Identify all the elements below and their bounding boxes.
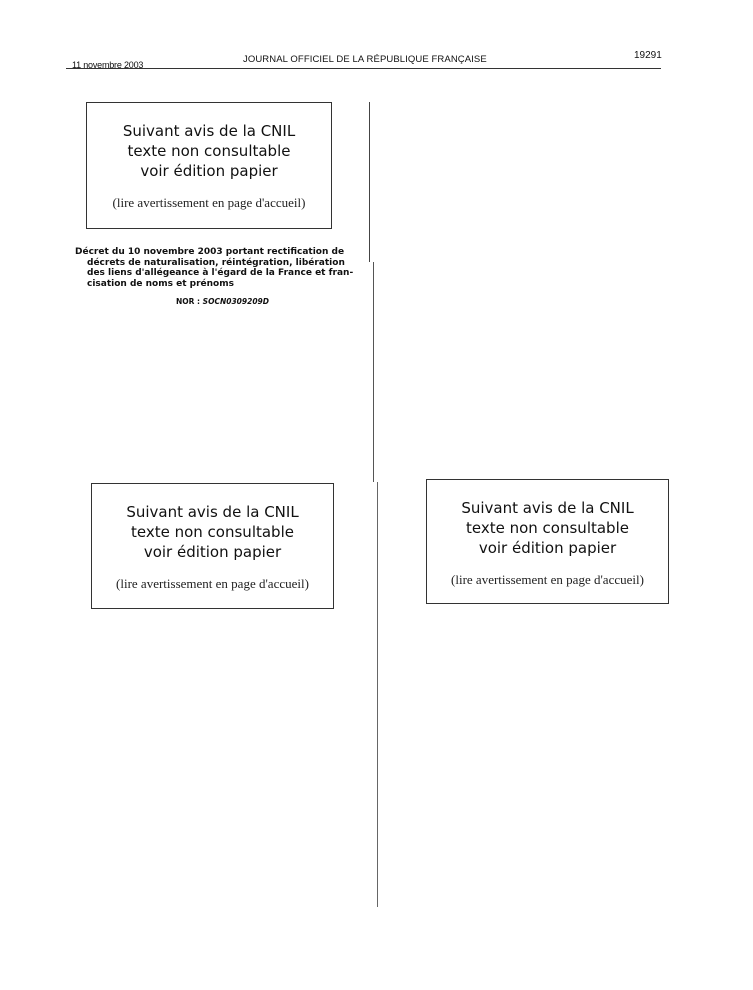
nor-reference	[176, 297, 269, 306]
column-divider	[369, 102, 370, 262]
page-number: 19291	[634, 50, 662, 61]
column-divider	[377, 482, 378, 907]
cnil-notice-box	[91, 483, 334, 609]
header-rule	[66, 68, 661, 69]
cnil-notice-note: (lire avertissement en page d'accueil)	[451, 572, 644, 587]
cnil-notice-line: Suivant avis de la CNIL	[126, 503, 299, 521]
cnil-notice-note: (lire avertissement en page d'accueil)	[116, 576, 309, 591]
journal-title: JOURNAL OFFICIEL DE LA RÉPUBLIQUE FRANÇAISE	[243, 54, 487, 65]
cnil-notice-line: texte non consultable	[127, 142, 291, 160]
column-divider	[373, 262, 374, 482]
decret-title	[75, 247, 363, 289]
cnil-notice-line: voir édition papier	[143, 543, 282, 561]
cnil-notice-line: Suivant avis de la CNIL	[122, 122, 296, 140]
cnil-notice-line: texte non consultable	[466, 519, 629, 537]
decret-title-line: décrets de naturalisation, réintégration, libération	[87, 257, 345, 268]
cnil-notice-box	[86, 102, 332, 229]
decret-title-line: cisation de noms et prénoms	[87, 278, 234, 289]
header-date: 11 novembre 2003	[72, 60, 144, 70]
cnil-notice-line: voir édition papier	[478, 539, 617, 557]
cnil-notice-note: (lire avertissement en page d'accueil)	[112, 195, 306, 210]
nor-code: SOCN0309209D	[202, 297, 269, 306]
cnil-notice-line: voir édition papier	[140, 162, 278, 180]
decret-title-line: des liens d'allégeance à l'égard de la France et fran-	[87, 268, 354, 278]
cnil-notice-box	[426, 479, 669, 604]
decret-title-line: Décret du 10 novembre 2003 portant rectification de	[75, 247, 345, 257]
nor-label: NOR :	[176, 297, 201, 306]
cnil-notice-line: texte non consultable	[131, 523, 294, 541]
cnil-notice-line: Suivant avis de la CNIL	[461, 499, 634, 517]
